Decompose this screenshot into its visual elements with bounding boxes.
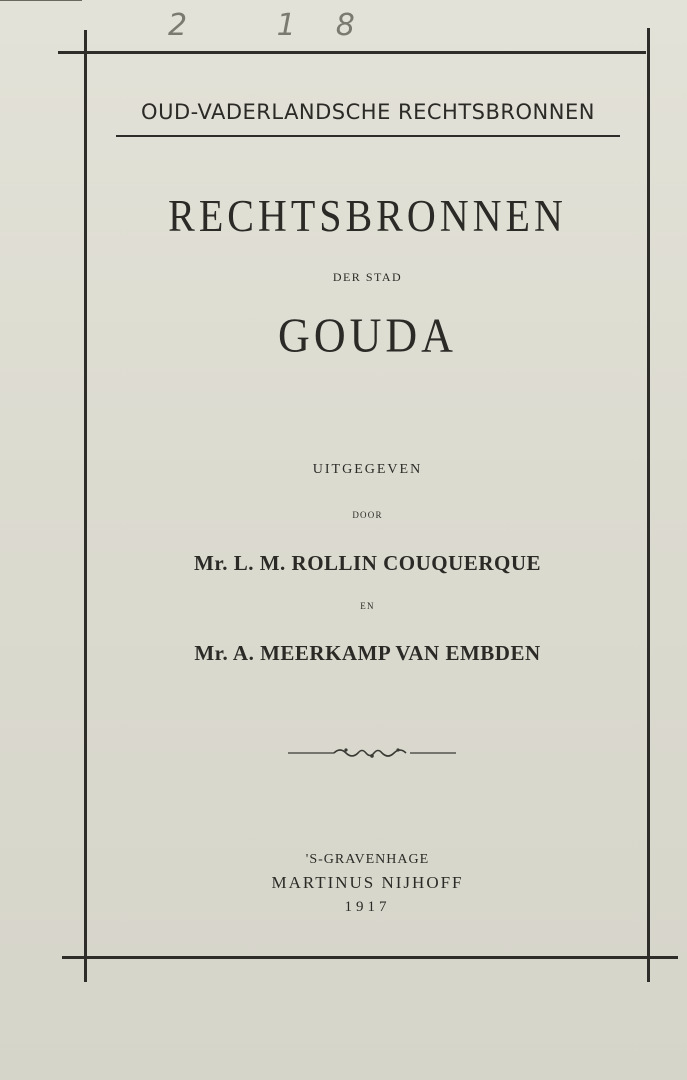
handwritten-note: 2 18 xyxy=(168,8,395,43)
imprint-place: 'S-GRAVENHAGE xyxy=(305,852,430,867)
divider-rule xyxy=(0,0,82,1)
city-name: GOUDA xyxy=(278,308,457,363)
book-title: RECHTSBRONNEN xyxy=(168,189,567,242)
author-1: Mr. L. M. ROLLIN COUQUERQUE xyxy=(194,551,541,575)
subtitle-connector: DER STAD xyxy=(332,270,403,284)
ornament-flourish-icon xyxy=(288,744,456,762)
frame-right-rule xyxy=(647,28,650,982)
series-underline xyxy=(116,135,620,137)
frame-bottom-rule xyxy=(62,956,678,959)
imprint-year: 1917 xyxy=(344,899,391,915)
author-2: Mr. A. MEERKAMP VAN EMBDEN xyxy=(194,641,541,665)
series-title: OUD-VADERLANDSCHE RECHTSBRONNEN xyxy=(141,100,595,124)
and-label: EN xyxy=(360,601,375,611)
imprint-publisher: MARTINUS NIJHOFF xyxy=(271,873,464,892)
published-label: UITGEGEVEN xyxy=(312,462,423,477)
by-label: DOOR xyxy=(352,510,383,520)
frame-top-rule xyxy=(58,51,646,54)
frame-left-rule xyxy=(84,30,87,982)
